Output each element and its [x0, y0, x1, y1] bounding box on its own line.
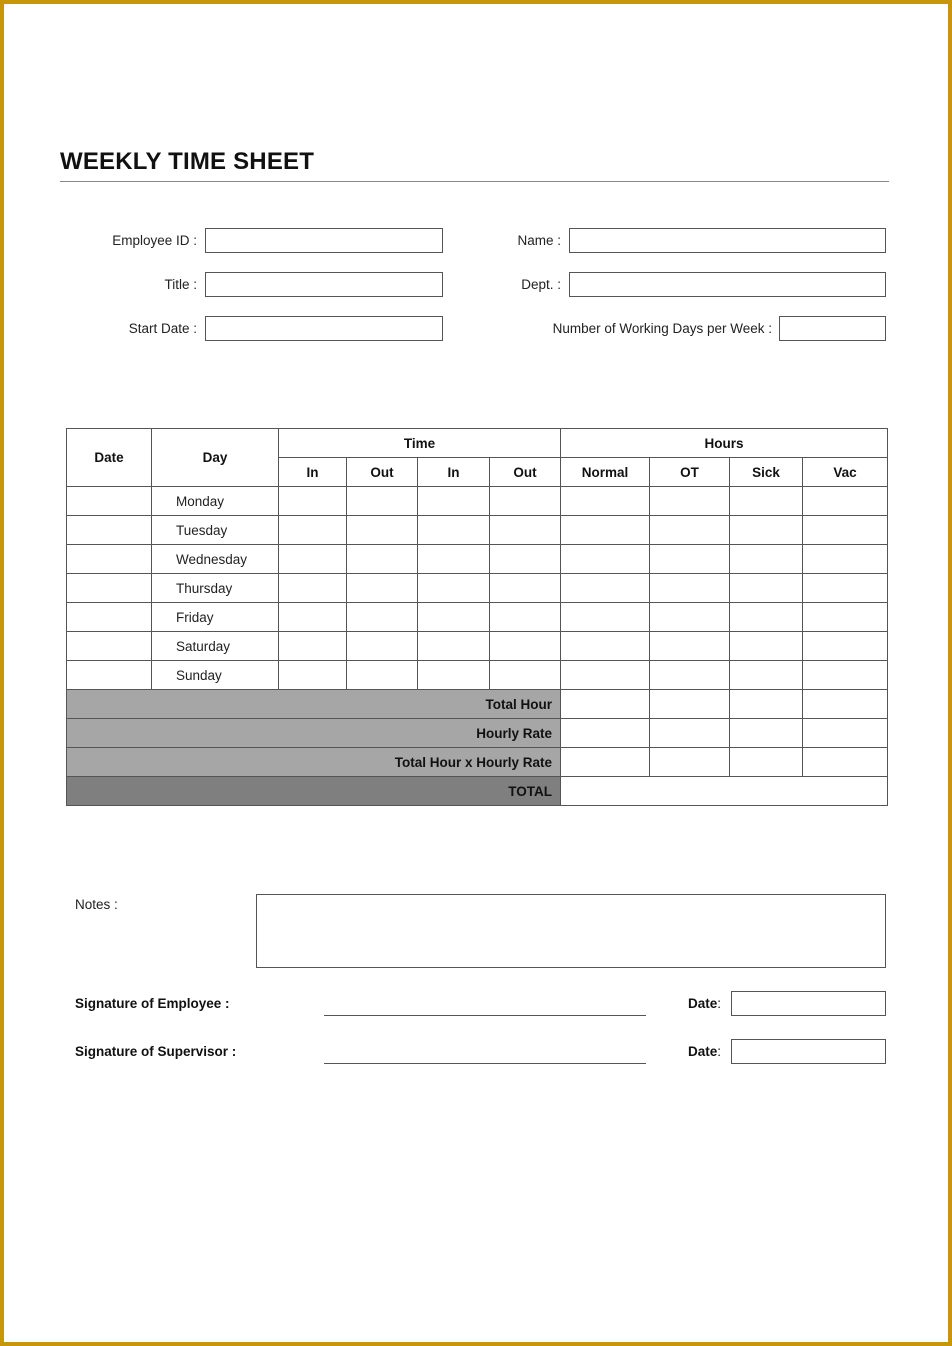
day-header: Day: [152, 429, 279, 487]
hours-cell[interactable]: [561, 690, 650, 719]
hours-cell[interactable]: [561, 661, 650, 690]
timesheet-table: [66, 428, 888, 806]
sick-header: Sick: [730, 458, 803, 487]
supervisor-signature-label: Signature of Supervisor :: [75, 1044, 237, 1059]
date-header: Date: [67, 429, 152, 487]
date-text: Date: [688, 1044, 718, 1059]
hours-cell[interactable]: [650, 603, 730, 632]
time-cell[interactable]: [418, 574, 490, 603]
hours-cell[interactable]: [650, 690, 730, 719]
hours-cell[interactable]: [561, 748, 650, 777]
time-cell[interactable]: [279, 661, 347, 690]
table-row: [67, 603, 888, 632]
time-header: Time: [279, 429, 561, 458]
time-cell[interactable]: [490, 632, 561, 661]
time-cell[interactable]: [347, 516, 418, 545]
date-colon: :: [717, 1044, 722, 1059]
table-row: [67, 574, 888, 603]
hourly-rate-label: Hourly Rate: [67, 719, 561, 748]
hours-cell[interactable]: [561, 487, 650, 516]
hours-cell[interactable]: [650, 574, 730, 603]
time-cell[interactable]: [490, 516, 561, 545]
table-row: [67, 661, 888, 690]
time-cell[interactable]: [418, 603, 490, 632]
time-cell[interactable]: [418, 632, 490, 661]
table-row: [67, 545, 888, 574]
hours-cell[interactable]: [803, 603, 888, 632]
date-cell[interactable]: [67, 516, 152, 545]
hours-cell[interactable]: [561, 574, 650, 603]
hours-cell[interactable]: [561, 632, 650, 661]
total-x-rate-row: [67, 748, 888, 777]
date-colon: :: [717, 996, 722, 1011]
total-value-cell[interactable]: [561, 777, 888, 806]
employee-date-label: [688, 996, 721, 1011]
time-cell[interactable]: [279, 487, 347, 516]
hours-cell[interactable]: [730, 719, 803, 748]
hours-cell[interactable]: [650, 545, 730, 574]
name-field[interactable]: [569, 228, 886, 253]
total-hour-row: [67, 690, 888, 719]
hours-cell[interactable]: [803, 748, 888, 777]
table-row: [67, 487, 888, 516]
date-cell[interactable]: [67, 661, 152, 690]
dept-label: Dept. :: [521, 277, 561, 292]
hours-cell[interactable]: [730, 603, 803, 632]
time-cell[interactable]: [347, 545, 418, 574]
hours-cell[interactable]: [561, 719, 650, 748]
time-cell[interactable]: [347, 632, 418, 661]
normal-header: Normal: [561, 458, 650, 487]
notes-label: Notes :: [75, 897, 118, 912]
time-cell[interactable]: [418, 545, 490, 574]
date-text: Date: [688, 996, 718, 1011]
hours-cell[interactable]: [730, 661, 803, 690]
hours-cell[interactable]: [803, 690, 888, 719]
total-row: [67, 777, 888, 806]
date-cell[interactable]: [67, 545, 152, 574]
hours-cell[interactable]: [730, 690, 803, 719]
hours-cell[interactable]: [650, 719, 730, 748]
day-cell: Saturday: [152, 632, 279, 661]
employee-id-field[interactable]: [205, 228, 443, 253]
table-row: [67, 632, 888, 661]
employee-date-field[interactable]: [731, 991, 886, 1016]
employee-signature-line[interactable]: [324, 1015, 646, 1016]
hours-cell[interactable]: [650, 632, 730, 661]
day-cell: Friday: [152, 603, 279, 632]
time-cell[interactable]: [418, 516, 490, 545]
dept-field[interactable]: [569, 272, 886, 297]
time-cell[interactable]: [347, 603, 418, 632]
time-cell[interactable]: [347, 487, 418, 516]
day-cell: Tuesday: [152, 516, 279, 545]
day-cell: Wednesday: [152, 545, 279, 574]
hours-cell[interactable]: [561, 603, 650, 632]
supervisor-signature-line[interactable]: [324, 1063, 646, 1064]
hours-cell[interactable]: [803, 632, 888, 661]
hours-cell[interactable]: [650, 748, 730, 777]
total-x-rate-label: Total Hour x Hourly Rate: [67, 748, 561, 777]
name-label: Name :: [517, 233, 561, 248]
total-label: TOTAL: [67, 777, 561, 806]
hours-cell[interactable]: [803, 516, 888, 545]
header-row-1: [67, 429, 888, 458]
start-date-field[interactable]: [205, 316, 443, 341]
time-cell[interactable]: [279, 632, 347, 661]
time-cell[interactable]: [279, 545, 347, 574]
table-row: [67, 516, 888, 545]
hours-cell[interactable]: [650, 661, 730, 690]
day-cell: Monday: [152, 487, 279, 516]
total-hour-label: Total Hour: [67, 690, 561, 719]
vac-header: Vac: [803, 458, 888, 487]
title-label: Title :: [164, 277, 197, 292]
supervisor-date-field[interactable]: [731, 1039, 886, 1064]
title-divider: [60, 181, 889, 182]
time-cell[interactable]: [347, 661, 418, 690]
start-date-label: Start Date :: [128, 321, 197, 336]
day-cell: Sunday: [152, 661, 279, 690]
date-cell[interactable]: [67, 632, 152, 661]
page-title: WEEKLY TIME SHEET: [60, 148, 315, 175]
hours-cell[interactable]: [730, 748, 803, 777]
time-in-2-header: In: [418, 458, 490, 487]
time-cell[interactable]: [347, 574, 418, 603]
time-cell[interactable]: [490, 487, 561, 516]
time-out-2-header: Out: [490, 458, 561, 487]
date-cell[interactable]: [67, 487, 152, 516]
hours-cell[interactable]: [730, 487, 803, 516]
time-cell[interactable]: [279, 516, 347, 545]
time-cell[interactable]: [490, 574, 561, 603]
hours-cell[interactable]: [650, 516, 730, 545]
day-cell: Thursday: [152, 574, 279, 603]
time-cell[interactable]: [490, 661, 561, 690]
working-days-label: Number of Working Days per Week :: [552, 321, 772, 336]
time-cell[interactable]: [490, 545, 561, 574]
hours-cell[interactable]: [803, 719, 888, 748]
supervisor-date-label: [688, 1044, 721, 1059]
hours-cell[interactable]: [730, 574, 803, 603]
time-in-1-header: In: [279, 458, 347, 487]
ot-header: OT: [650, 458, 730, 487]
hours-cell[interactable]: [561, 545, 650, 574]
time-cell[interactable]: [418, 487, 490, 516]
hours-cell[interactable]: [561, 516, 650, 545]
hours-cell[interactable]: [803, 487, 888, 516]
notes-field[interactable]: [256, 894, 886, 968]
hours-header: Hours: [561, 429, 888, 458]
date-cell[interactable]: [67, 574, 152, 603]
hours-cell[interactable]: [803, 661, 888, 690]
employee-id-label: Employee ID :: [112, 233, 197, 248]
employee-signature-label: Signature of Employee :: [75, 996, 230, 1011]
time-cell[interactable]: [279, 574, 347, 603]
time-out-1-header: Out: [347, 458, 418, 487]
time-cell[interactable]: [490, 603, 561, 632]
hours-cell[interactable]: [730, 545, 803, 574]
time-cell[interactable]: [418, 661, 490, 690]
title-field[interactable]: [205, 272, 443, 297]
hours-cell[interactable]: [803, 545, 888, 574]
hours-cell[interactable]: [803, 574, 888, 603]
date-cell[interactable]: [67, 603, 152, 632]
hours-cell[interactable]: [650, 487, 730, 516]
hourly-rate-row: [67, 719, 888, 748]
working-days-field[interactable]: [779, 316, 886, 341]
time-cell[interactable]: [279, 603, 347, 632]
hours-cell[interactable]: [730, 632, 803, 661]
hours-cell[interactable]: [730, 516, 803, 545]
